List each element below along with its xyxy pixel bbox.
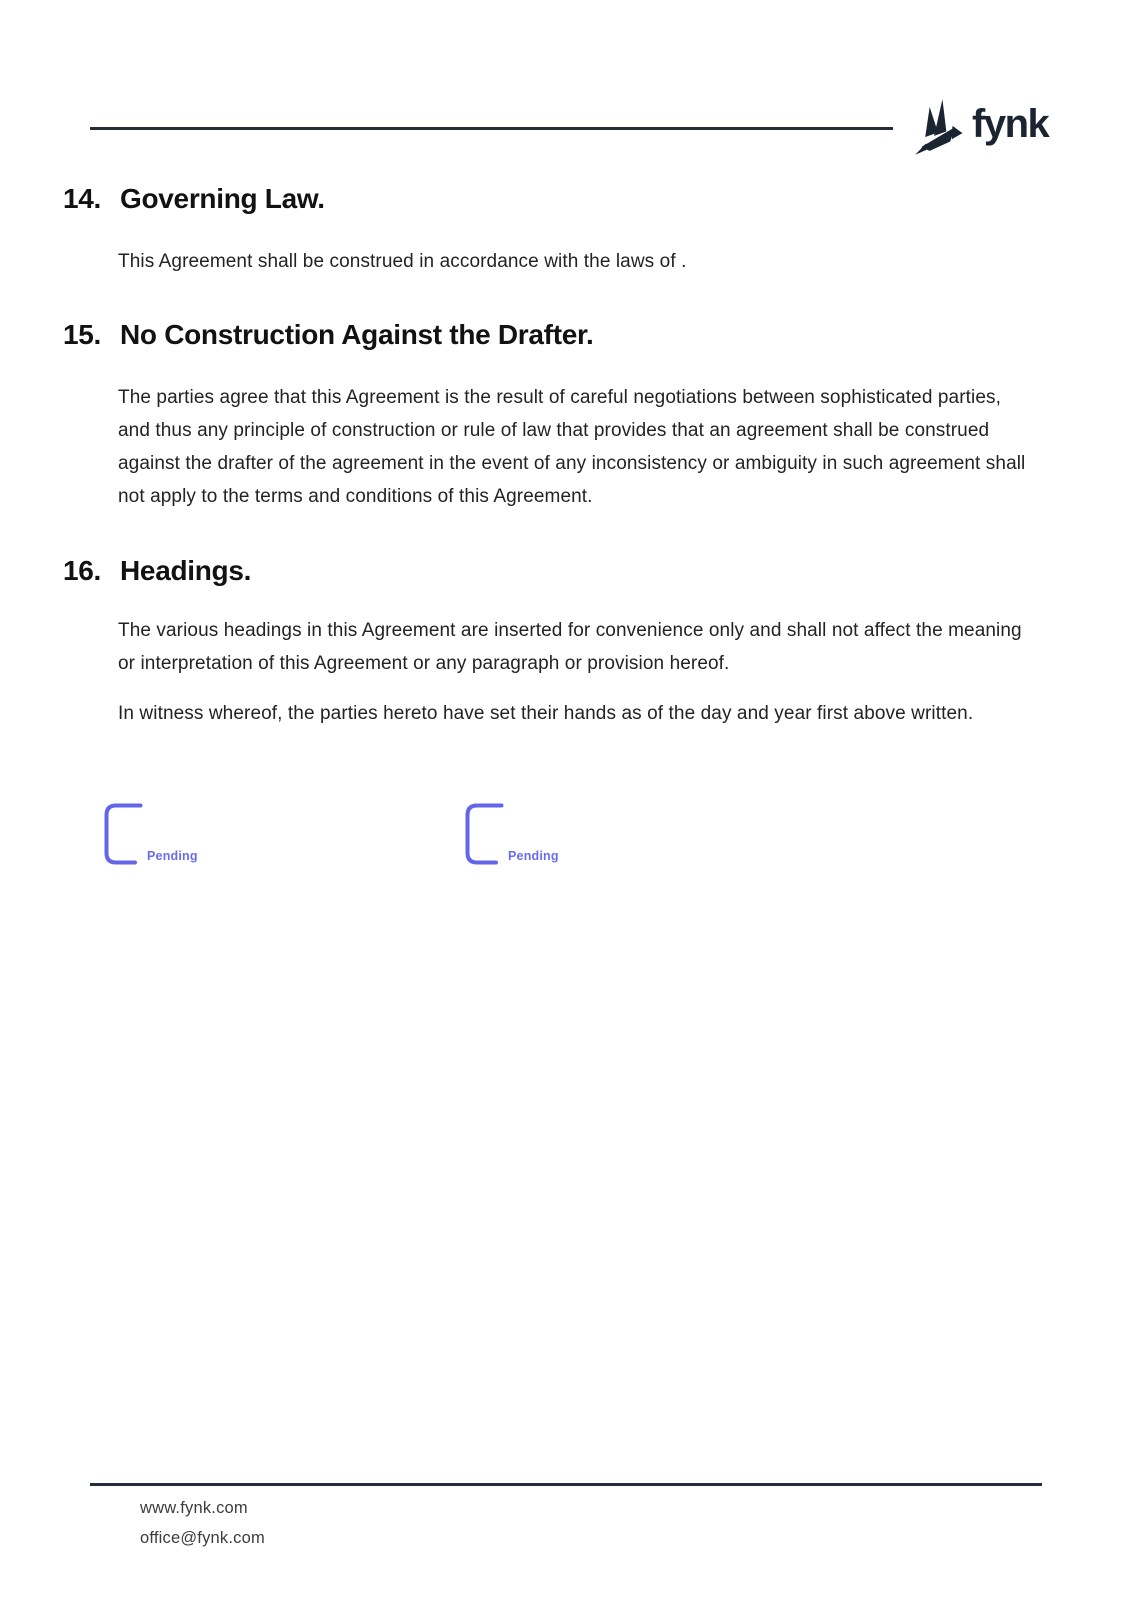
signature-field-1[interactable] [103, 803, 303, 869]
section-heading-no-construction [63, 319, 594, 351]
section-number: 15. [63, 319, 102, 350]
section-title: Governing Law. [120, 183, 325, 214]
section-heading-headings [63, 555, 251, 587]
footer-email: office@fynk.com [140, 1529, 265, 1547]
fynk-logo [913, 98, 1048, 156]
signature-status-badge: Pending [147, 849, 198, 863]
signature-field-2[interactable] [464, 803, 664, 869]
footer-divider [90, 1483, 1042, 1486]
section-paragraph: The parties agree that this Agreement is the result of careful negotiations between sophisticated parties, and thus any principle of construction or rule of law that provides that an agreement shall be construed against the drafter of the agreement in the event of any inconsistency or ambiguity in such agreement shall not apply to the terms and conditions of this Agreement. [118, 387, 1026, 507]
origami-crane-icon [913, 98, 963, 156]
section-paragraph: The various headings in this Agreement are inserted for convenience only and shall not affect the meaning or interpretation of this Agreement or any paragraph or provision hereof. [118, 620, 1022, 674]
section-number: 14. [63, 183, 102, 214]
section-title: No Construction Against the Drafter. [120, 319, 594, 350]
section-paragraph: This Agreement shall be construed in accordance with the laws of . [118, 251, 687, 272]
section-number: 16. [63, 555, 102, 586]
signature-bracket-icon [464, 803, 504, 865]
footer-website: www.fynk.com [140, 1499, 248, 1517]
section-paragraph: In witness whereof, the parties hereto have set their hands as of the day and year first above written. [118, 703, 974, 724]
section-title: Headings. [120, 555, 252, 586]
header-divider [90, 127, 893, 130]
signature-bracket-icon [103, 803, 143, 865]
section-heading-governing-law [63, 183, 325, 215]
signature-status-badge: Pending [508, 849, 559, 863]
logo-wordmark: fynk [972, 102, 1049, 146]
